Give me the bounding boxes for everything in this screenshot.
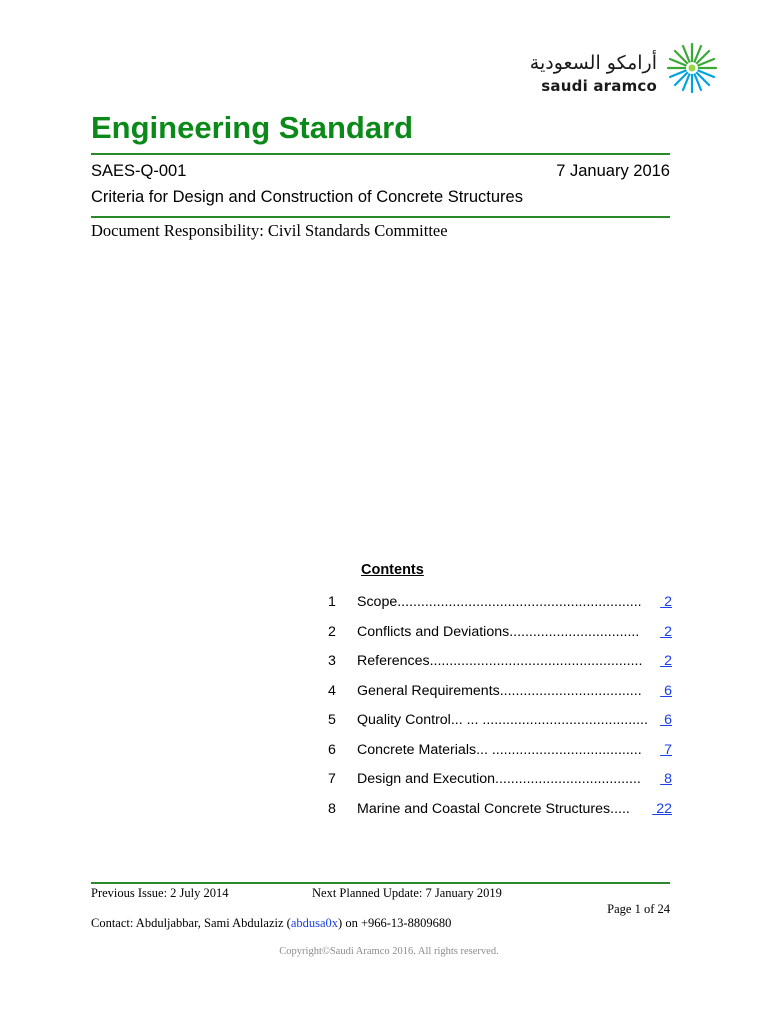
previous-issue: Previous Issue: 2 July 2014 bbox=[91, 886, 229, 900]
toc-item bbox=[320, 652, 672, 682]
toc-item-title: Scope bbox=[357, 594, 398, 610]
document-subtitle: Criteria for Design and Construction of Concrete Structures bbox=[91, 188, 523, 206]
toc-item-leader: ..... bbox=[610, 800, 630, 817]
toc-item-number: 4 bbox=[328, 682, 336, 699]
toc-item-title: General Requirements bbox=[357, 682, 500, 699]
contact-link[interactable]: abdusa0x bbox=[290, 916, 339, 930]
toc-item-title: Concrete Materials bbox=[357, 741, 477, 758]
toc-item-leader: ...................................................... bbox=[429, 653, 643, 669]
next-planned-update: Next Planned Update: 7 January 2019 bbox=[312, 886, 502, 900]
document-responsibility: Document Responsibility: Civil Standards Committee bbox=[91, 221, 448, 240]
toc-item-number: 2 bbox=[328, 623, 336, 640]
contact-suffix: ) on +966-13-8809680 bbox=[338, 916, 452, 930]
header-divider-bottom bbox=[91, 216, 670, 218]
toc-item bbox=[320, 711, 672, 741]
toc-item bbox=[320, 682, 672, 712]
toc-item-leader: ... ...................................... bbox=[476, 741, 642, 758]
toc-item-leader: ... ... .......................................... bbox=[450, 712, 648, 728]
toc-item-title: Quality Control bbox=[357, 712, 451, 728]
table-of-contents bbox=[320, 593, 672, 829]
contents-heading: Contents bbox=[361, 562, 424, 578]
toc-item bbox=[320, 623, 672, 653]
toc-item-page-link[interactable]: 2 bbox=[660, 653, 672, 669]
toc-item bbox=[320, 593, 672, 623]
toc-item-page-link[interactable]: 2 bbox=[660, 594, 672, 610]
toc-item-page-link[interactable]: 22 bbox=[652, 800, 672, 817]
toc-item-page-link[interactable]: 8 bbox=[660, 771, 672, 787]
toc-item-number: 5 bbox=[328, 712, 336, 728]
toc-item bbox=[320, 800, 672, 830]
page-title: Engineering Standard bbox=[91, 110, 414, 145]
document-date: 7 January 2016 bbox=[556, 162, 670, 180]
toc-item-leader: ................................. bbox=[509, 623, 640, 640]
toc-item-leader: .............................................................. bbox=[397, 594, 642, 610]
toc-item-number: 8 bbox=[328, 800, 336, 817]
toc-item-number: 1 bbox=[328, 594, 336, 610]
toc-item-number: 7 bbox=[328, 771, 336, 787]
toc-item-number: 6 bbox=[328, 741, 336, 758]
toc-item-page-link[interactable]: 2 bbox=[660, 623, 672, 640]
toc-item-title: Conflicts and Deviations bbox=[357, 623, 510, 640]
page-number: Page 1 of 24 bbox=[607, 902, 670, 916]
logo-arabic-text: أرامكو السعودية bbox=[529, 52, 657, 74]
toc-item-page-link[interactable]: 6 bbox=[660, 712, 672, 728]
toc-item-title: Design and Execution bbox=[357, 771, 496, 787]
toc-item bbox=[320, 741, 672, 771]
contact-prefix: Contact: Abduljabbar, Sami Abdulaziz ( bbox=[91, 916, 291, 930]
saudi-aramco-logo-icon bbox=[666, 42, 718, 94]
logo-latin-text: saudi aramco bbox=[541, 77, 657, 95]
footer-divider bbox=[91, 882, 670, 884]
toc-item-title: Marine and Coastal Concrete Structures bbox=[357, 800, 611, 817]
document-number: SAES-Q-001 bbox=[91, 162, 187, 180]
toc-item-number: 3 bbox=[328, 653, 336, 669]
toc-item-leader: ..................................... bbox=[495, 771, 641, 787]
toc-item bbox=[320, 770, 672, 800]
toc-item-page-link[interactable]: 6 bbox=[660, 682, 672, 699]
toc-item-page-link[interactable]: 7 bbox=[660, 741, 672, 758]
contact-line bbox=[91, 916, 451, 931]
toc-item-title: References bbox=[357, 653, 430, 669]
header-divider-top bbox=[91, 153, 670, 155]
toc-item-leader: .................................... bbox=[499, 682, 642, 699]
copyright-notice: Copyright©Saudi Aramco 2016. All rights reserved. bbox=[279, 946, 499, 957]
